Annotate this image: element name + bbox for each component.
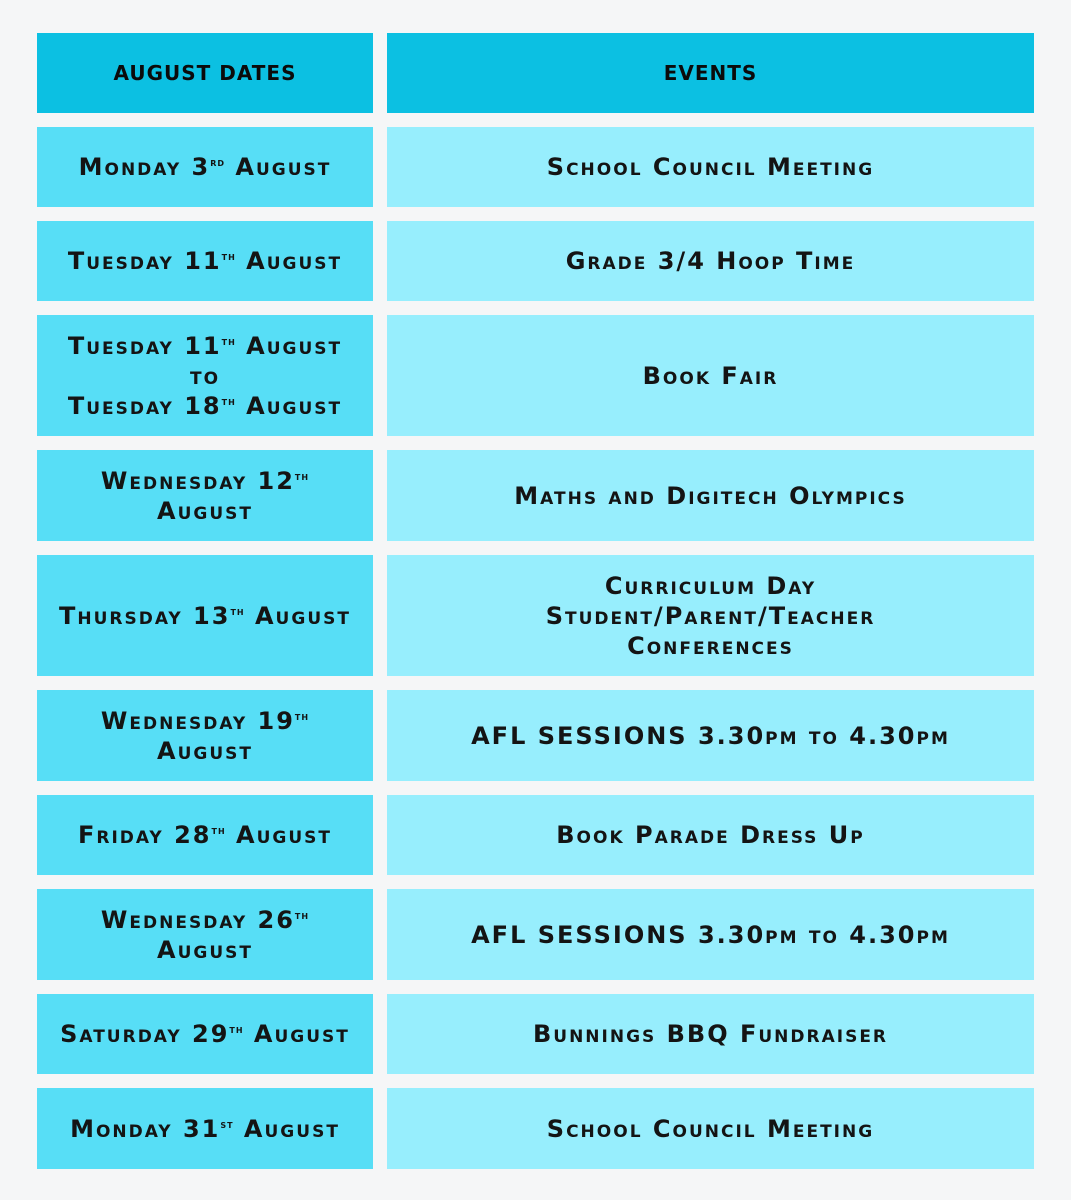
- date-line: [79, 152, 332, 182]
- date-month: August: [157, 935, 253, 964]
- event-cell: [387, 795, 1034, 875]
- date-month: August: [235, 331, 343, 360]
- event-text: Student/Parent/Teacher: [545, 601, 876, 630]
- date-text: Wednesday 26: [100, 905, 295, 934]
- date-month: August: [235, 391, 343, 420]
- date-text: Monday 31: [70, 1114, 221, 1143]
- event-cell: [387, 889, 1034, 980]
- date-line: [68, 391, 342, 421]
- event-text: Grade 3/4 Hoop Time: [565, 247, 856, 275]
- date-cell: [37, 994, 373, 1074]
- event-cell: [387, 450, 1034, 541]
- event-text: Conferences: [627, 631, 794, 660]
- date-text: Tuesday 11: [67, 247, 222, 275]
- header-dates-label: AUGUST DATES: [113, 61, 297, 85]
- event-text: Curriculum Day: [604, 571, 817, 600]
- event-cell: [387, 1088, 1034, 1169]
- date-cell: [37, 555, 373, 676]
- date-line: [70, 1114, 340, 1144]
- date-month: August: [243, 1020, 350, 1048]
- event-text: Bunnings BBQ Fundraiser: [532, 1020, 889, 1048]
- date-cell: [37, 1088, 373, 1169]
- date-text: Wednesday 12: [100, 466, 295, 495]
- date-cell: [37, 221, 373, 301]
- date-cell: [37, 690, 373, 781]
- date-cell: [37, 889, 373, 980]
- event-text: AFL SESSIONS 3.30pm to 4.30pm: [471, 920, 950, 949]
- date-text: Tuesday 18: [67, 391, 222, 420]
- event-text: AFL SESSIONS 3.30pm to 4.30pm: [471, 721, 950, 750]
- ordinal-suffix: th: [294, 468, 310, 483]
- date-month: August: [225, 153, 332, 181]
- date-cell: [37, 315, 373, 436]
- ordinal-suffix: th: [229, 1022, 244, 1036]
- date-month: August: [235, 247, 343, 275]
- ordinal-suffix: th: [294, 708, 310, 723]
- ordinal-suffix: rd: [210, 155, 226, 169]
- date-month: August: [244, 601, 351, 630]
- date-text: Thursday 13: [59, 601, 231, 630]
- date-line: [60, 1019, 350, 1049]
- event-cell: [387, 690, 1034, 781]
- ordinal-suffix: th: [294, 907, 310, 922]
- event-text: Book Parade Dress Up: [556, 821, 865, 849]
- event-cell: [387, 127, 1034, 207]
- event-cell: [387, 221, 1034, 301]
- date-line: [68, 246, 342, 276]
- date-line: [68, 331, 342, 361]
- date-cell: [37, 795, 373, 875]
- date-line: [101, 466, 309, 496]
- header-dates: [37, 33, 373, 113]
- date-cell: [37, 450, 373, 541]
- date-line: [101, 706, 309, 736]
- event-text: Maths and Digitech Olympics: [514, 481, 907, 510]
- ordinal-suffix: th: [230, 603, 245, 618]
- date-month: August: [157, 736, 253, 765]
- date-line: [101, 905, 309, 935]
- date-connector: to: [189, 361, 221, 390]
- ordinal-suffix: th: [221, 249, 236, 263]
- header-events: [387, 33, 1034, 113]
- date-line: [59, 601, 351, 631]
- event-cell: [387, 555, 1034, 676]
- ordinal-suffix: st: [220, 1116, 234, 1131]
- date-text: Wednesday 19: [100, 706, 295, 735]
- date-text: Monday 3: [78, 153, 211, 181]
- ordinal-suffix: th: [221, 393, 236, 408]
- date-month: August: [157, 496, 253, 525]
- date-month: August: [225, 821, 332, 849]
- event-cell: [387, 994, 1034, 1074]
- event-text: School Council Meeting: [546, 153, 875, 181]
- date-cell: [37, 127, 373, 207]
- header-events-label: EVENTS: [663, 61, 758, 85]
- date-text: Tuesday 11: [67, 331, 222, 360]
- ordinal-suffix: th: [211, 823, 226, 837]
- date-text: Friday 28: [77, 821, 212, 849]
- date-line: [78, 820, 332, 850]
- ordinal-suffix: th: [221, 333, 236, 348]
- event-cell: [387, 315, 1034, 436]
- date-month: August: [233, 1114, 340, 1143]
- event-text: School Council Meeting: [546, 1114, 875, 1143]
- date-text: Saturday 29: [60, 1020, 230, 1048]
- event-text: Book Fair: [642, 361, 779, 390]
